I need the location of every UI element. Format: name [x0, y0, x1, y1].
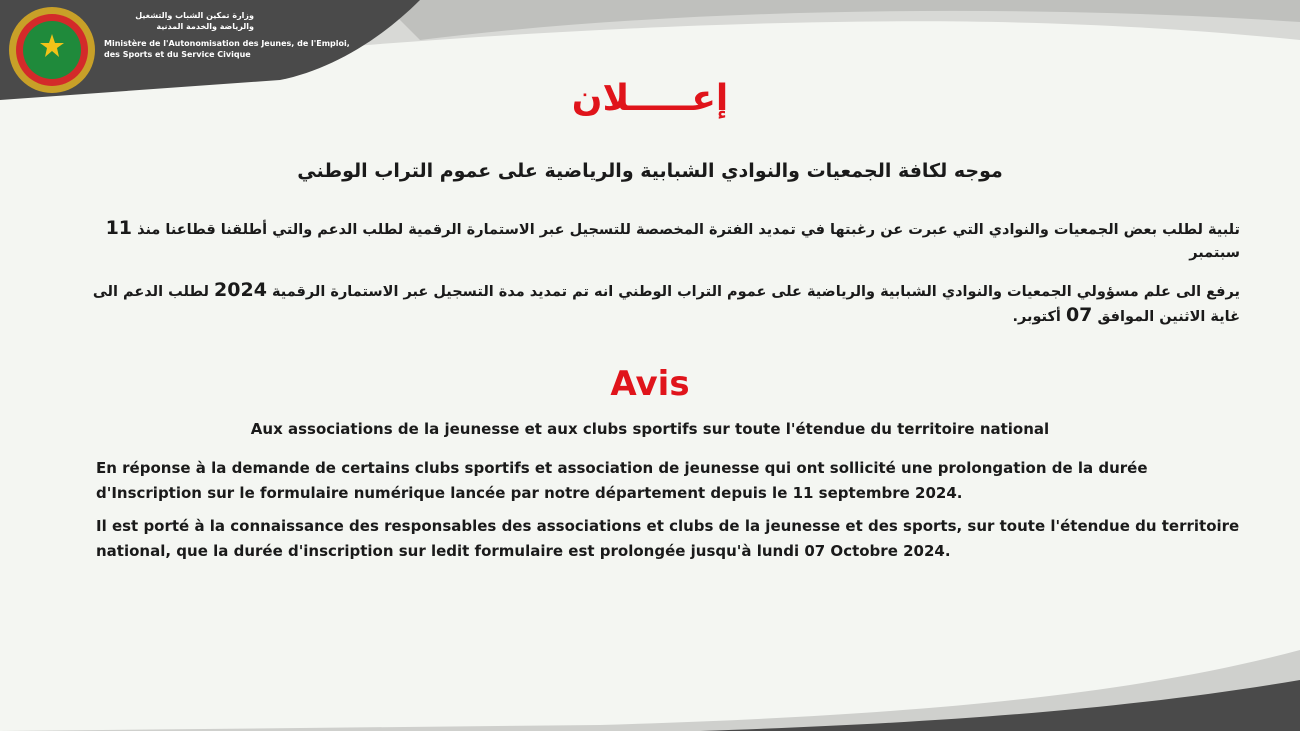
paragraph-text: يرفع الى علم مسؤولي الجمعيات والنوادي الشبابية والرياضية على عموم التراب الوطني انه تم تمديد مدة التسجيل عبر الاستمارة الرقمية: [271, 284, 1240, 300]
announcement-paragraph-ar-1: [80, 217, 1240, 265]
paragraph-text: تلبية لطلب بعض الجمعيات والنوادي التي عبرت عن رغبتها في تمديد الفترة المخصصة للتسجيل عبر الاستمارة الرقمية لطلب الدعم والتي أطلقنا قطاعنا منذ: [137, 222, 1240, 238]
ministry-header: [104, 10, 364, 60]
ministry-name-ar: وزارة تمكين الشباب والتشغيل والرياضة والخدمة المدنية: [135, 11, 254, 31]
announcement-title-fr: Avis: [610, 364, 690, 404]
paragraph-tail: لطلب الدعم الى غاية الاثنين الموافق: [92, 284, 1240, 325]
date-year: 2024: [214, 279, 267, 301]
date-day: 07: [1065, 304, 1093, 326]
date-day: 11: [105, 217, 133, 239]
announcement-paragraph-fr-2: Il est porté à la connaissance des responsables des associations et clubs de la jeunesse et des sports, sur toute l'étendue du territoire national, que la durée d'inscription sur ledit formulaire est prolongée jusqu'à lundi 07 Octobre 2024.: [96, 517, 1240, 560]
ministry-name-fr: Ministère de l'Autonomisation des Jeunes, de l'Emploi, des Sports et du Service Civique: [104, 39, 350, 59]
announcement-paragraph-ar-2: [80, 279, 1240, 329]
announcement-subtitle-fr: Aux associations de la jeunesse et aux clubs sportifs sur toute l'étendue du territoire national: [250, 420, 1050, 438]
announcement-subtitle-ar: موجه لكافة الجمعيات والنوادي الشبابية والرياضية على عموم التراب الوطني: [297, 160, 1003, 182]
date-month: أكتوبر.: [1012, 309, 1061, 325]
announcement-paragraph-fr-1: En réponse à la demande de certains clubs sportifs et association de jeunesse qui ont sollicité une prolongation de la durée d'Inscription sur le formulaire numérique lancée par notre département depuis le 11 septembre 2024.: [96, 459, 1148, 502]
announcement-title-ar: إعـــــلان: [571, 78, 729, 119]
date-month: سبتمبر: [1189, 245, 1240, 261]
